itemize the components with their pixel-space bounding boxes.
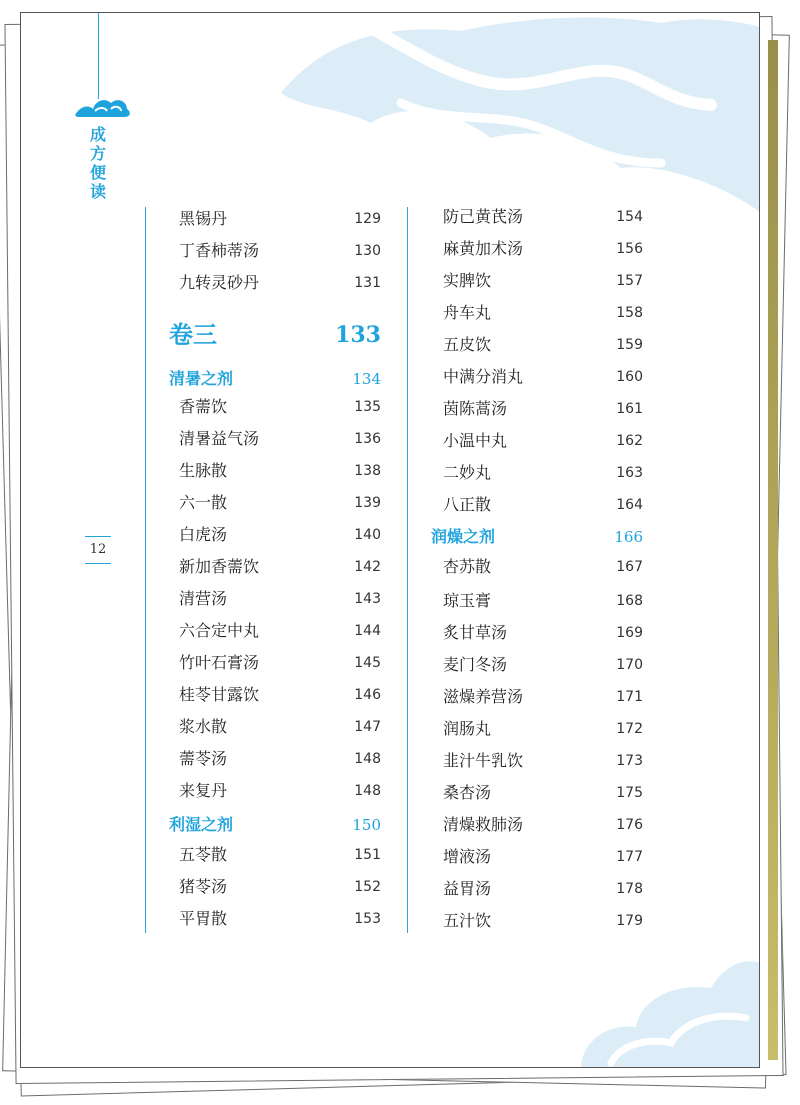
toc-entry-page: 177: [616, 849, 643, 865]
toc-entry-page: 176: [616, 817, 643, 833]
toc-entry: [179, 777, 381, 805]
toc-entry: [443, 267, 643, 295]
toc-entry: [443, 811, 643, 839]
toc-entry: [443, 715, 643, 743]
toc-entry-page: 159: [616, 337, 643, 353]
toc-entry-page: 140: [354, 527, 381, 543]
toc-entry-page: 147: [354, 719, 381, 735]
toc-entry-name: 薷苓汤: [179, 749, 228, 768]
toc-entry: [179, 649, 381, 677]
toc-entry: [179, 873, 381, 901]
toc-entry-page: 133: [335, 322, 381, 348]
toc-entry-name: 韭汁牛乳饮: [443, 751, 524, 770]
toc-entry-page: 150: [352, 816, 381, 834]
toc-entry: [443, 299, 643, 327]
toc-entry-name: 润肠丸: [443, 719, 492, 738]
toc-section-heading: [169, 811, 381, 839]
toc-entry-page: 162: [616, 433, 643, 449]
toc-entry-page: 129: [354, 211, 381, 227]
toc-entry-page: 167: [616, 559, 643, 575]
toc-entry-page: 169: [616, 625, 643, 641]
running-header-title: 成方便读: [89, 125, 106, 201]
toc-entry: [443, 363, 643, 391]
toc-entry: [443, 491, 643, 519]
toc-entry: [443, 683, 643, 711]
toc-entry-name: 丁香柿蒂汤: [179, 241, 260, 260]
toc-entry: [443, 587, 643, 615]
right-column-rule: [407, 207, 408, 933]
toc-entry-name: 清营汤: [179, 589, 228, 608]
toc-entry-page: 145: [354, 655, 381, 671]
toc-entry-page: 143: [354, 591, 381, 607]
toc-entry: [443, 395, 643, 423]
toc-entry: [443, 875, 643, 903]
toc-entry-name: 六一散: [179, 493, 228, 512]
toc-entry-name: 五苓散: [179, 845, 228, 864]
toc-entry-name: 舟车丸: [443, 303, 492, 322]
toc-entry-name: 白虎汤: [179, 525, 228, 544]
toc-entry-name: 茵陈蒿汤: [443, 399, 508, 418]
toc-entry-name: 杏苏散: [443, 557, 492, 576]
toc-entry-page: 179: [616, 913, 643, 929]
toc-entry-page: 139: [354, 495, 381, 511]
toc-entry-name: 炙甘草汤: [443, 623, 508, 642]
left-column-rule: [145, 207, 146, 933]
toc-entry-page: 144: [354, 623, 381, 639]
toc-entry-page: 160: [616, 369, 643, 385]
toc-entry: [179, 713, 381, 741]
toc-entry-name: 利湿之剂: [169, 815, 234, 834]
toc-entry-page: 164: [616, 497, 643, 513]
toc-entry-name: 实脾饮: [443, 271, 492, 290]
toc-entry-name: 麻黄加术汤: [443, 239, 524, 258]
header-vertical-line: [98, 13, 99, 99]
toc-entry: [443, 427, 643, 455]
toc-section-heading: [169, 365, 381, 393]
toc-entry-page: 130: [354, 243, 381, 259]
toc-entry-page: 172: [616, 721, 643, 737]
toc-entry: [443, 907, 643, 935]
toc-entry-name: 黑锡丹: [179, 209, 228, 228]
toc-entry-page: 173: [616, 753, 643, 769]
toc-entry-name: 清燥救肺汤: [443, 815, 524, 834]
toc-entry: [179, 521, 381, 549]
toc-entry-name: 麦门冬汤: [443, 655, 508, 674]
toc-entry-page: 168: [616, 593, 643, 609]
toc-entry-page: 135: [354, 399, 381, 415]
toc-entry: [443, 619, 643, 647]
toc-entry-name: 防己黄芪汤: [443, 207, 524, 226]
toc-entry-page: 170: [616, 657, 643, 673]
toc-entry: [179, 425, 381, 453]
toc-entry-name: 琼玉膏: [443, 591, 492, 610]
toc-entry: [443, 779, 643, 807]
toc-entry-page: 148: [354, 751, 381, 767]
toc-entry-page: 158: [616, 305, 643, 321]
toc-entry-page: 156: [616, 241, 643, 257]
book-page: [20, 12, 760, 1068]
toc-entry-name: 增液汤: [443, 847, 492, 866]
toc-entry-page: 153: [354, 911, 381, 927]
toc-entry: [443, 235, 643, 263]
toc-entry-page: 146: [354, 687, 381, 703]
toc-entry-name: 竹叶石膏汤: [179, 653, 260, 672]
toc-entry-page: 175: [616, 785, 643, 801]
toc-entry-name: 来复丹: [179, 781, 228, 800]
page-stack-edge: [768, 40, 778, 1060]
toc-entry-name: 猪苓汤: [179, 877, 228, 896]
page-number: 12: [85, 536, 111, 564]
toc-entry: [179, 681, 381, 709]
toc-entry: [179, 617, 381, 645]
toc-entry: [179, 489, 381, 517]
toc-entry: [443, 553, 643, 581]
toc-entry: [443, 843, 643, 871]
toc-entry: [179, 585, 381, 613]
toc-entry-name: 六合定中丸: [179, 621, 260, 640]
toc-entry-name: 平胃散: [179, 909, 228, 928]
toc-entry-name: 桑杏汤: [443, 783, 492, 802]
toc-entry-page: 151: [354, 847, 381, 863]
toc-entry-name: 五皮饮: [443, 335, 492, 354]
toc-entry-name: 五汁饮: [443, 911, 492, 930]
toc-entry: [443, 459, 643, 487]
toc-entry-name: 益胃汤: [443, 879, 492, 898]
toc-entry-name: 清暑益气汤: [179, 429, 260, 448]
toc-entry-name: 浆水散: [179, 717, 228, 736]
toc-entry-page: 138: [354, 463, 381, 479]
toc-entry-name: 小温中丸: [443, 431, 508, 450]
toc-volume-heading: [169, 315, 381, 355]
toc-entry-page: 148: [354, 783, 381, 799]
toc-entry: [179, 457, 381, 485]
toc-section-heading: [431, 523, 643, 551]
toc-entry: [179, 269, 381, 297]
toc-entry-name: 润燥之剂: [431, 527, 496, 546]
toc-entry-name: 二妙丸: [443, 463, 492, 482]
toc-entry-name: 生脉散: [179, 461, 228, 480]
toc-entry-page: 178: [616, 881, 643, 897]
toc-entry: [179, 205, 381, 233]
toc-entry: [443, 331, 643, 359]
toc-entry-page: 163: [616, 465, 643, 481]
toc-entry: [179, 237, 381, 265]
toc-entry-page: 134: [352, 370, 381, 388]
toc-entry-name: 滋燥养营汤: [443, 687, 524, 706]
toc-entry-page: 157: [616, 273, 643, 289]
toc-entry-name: 八正散: [443, 495, 492, 514]
toc-entry-name: 中满分消丸: [443, 367, 524, 386]
toc-entry: [179, 905, 381, 933]
toc-entry: [179, 553, 381, 581]
toc-entry-page: 166: [614, 528, 643, 546]
toc-entry: [443, 203, 643, 231]
toc-entry-name: 清暑之剂: [169, 369, 234, 388]
toc-entry-page: 154: [616, 209, 643, 225]
toc-entry-name: 桂苓甘露饮: [179, 685, 260, 704]
toc-entry: [179, 841, 381, 869]
toc-entry: [443, 651, 643, 679]
toc-entry-page: 161: [616, 401, 643, 417]
toc-entry: [179, 393, 381, 421]
toc-entry: [179, 745, 381, 773]
toc-entry-page: 142: [354, 559, 381, 575]
toc-entry-name: 卷三: [169, 320, 217, 349]
toc-entry: [443, 747, 643, 775]
toc-entry-page: 136: [354, 431, 381, 447]
toc-entry-name: 香薷饮: [179, 397, 228, 416]
cloud-icon: [73, 93, 133, 121]
toc-entry-page: 152: [354, 879, 381, 895]
toc-entry-page: 131: [354, 275, 381, 291]
toc-entry-name: 九转灵砂丹: [179, 273, 260, 292]
cloud-decoration: [21, 13, 760, 1068]
toc-entry-page: 171: [616, 689, 643, 705]
toc-entry-name: 新加香薷饮: [179, 557, 260, 576]
